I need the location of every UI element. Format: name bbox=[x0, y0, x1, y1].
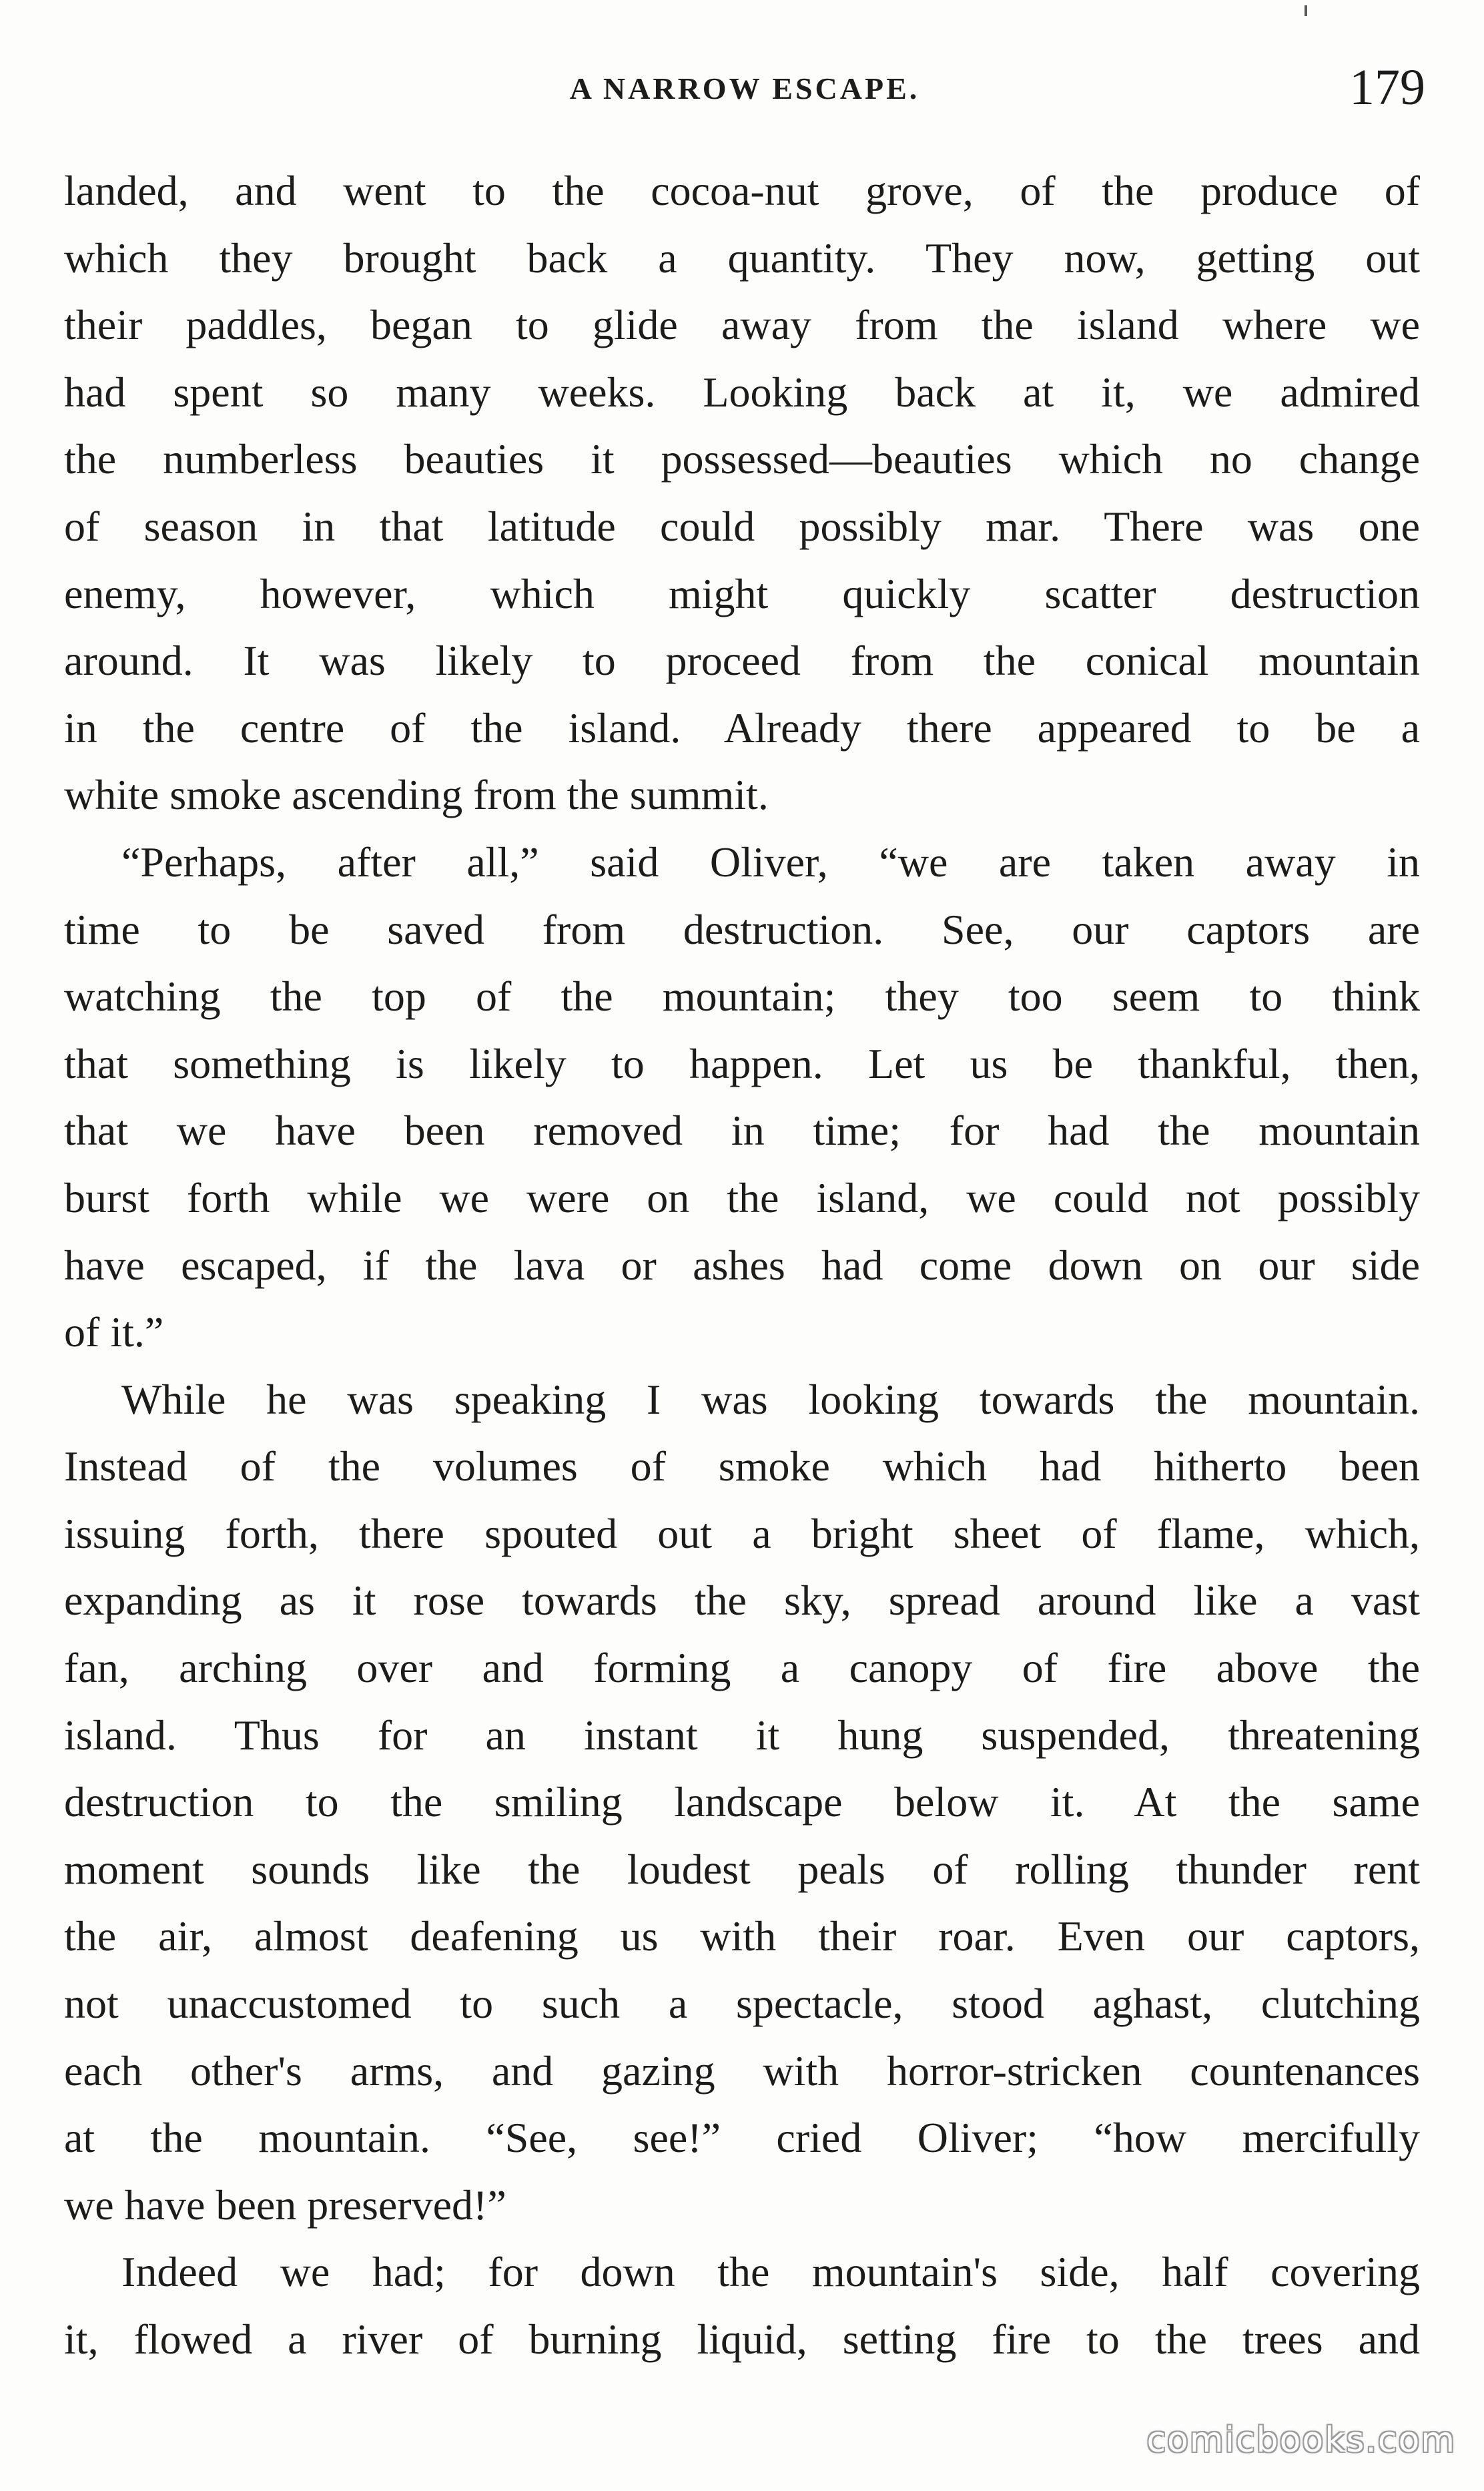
text-line: the numberless beauties it possessed—beauties which no change bbox=[64, 435, 1420, 483]
text-line: expanding as it rose towards the sky, spread around like a vast bbox=[64, 1577, 1420, 1625]
running-title: A NARROW ESCAPE. bbox=[569, 71, 920, 105]
running-head bbox=[64, 59, 1425, 119]
text-line: time to be saved from destruction. See, our captors are bbox=[64, 905, 1420, 953]
text-line: of season in that latitude could possibly mar. There was one bbox=[64, 502, 1420, 550]
text-line: moment sounds like the loudest peals of rolling thunder rent bbox=[64, 1845, 1420, 1893]
text-line: “Perhaps, after all,” said Oliver, “we are taken away in bbox=[121, 838, 1420, 886]
text-line: their paddles, began to glide away from the island where we bbox=[64, 301, 1420, 349]
text-line: of it.” bbox=[64, 1308, 164, 1356]
text-line: around. It was likely to proceed from the conical mountain bbox=[64, 637, 1420, 685]
text-line: watching the top of the mountain; they too seem to think bbox=[64, 973, 1420, 1021]
body-text bbox=[64, 158, 1420, 2374]
text-line: burst forth while we were on the island, we could not possibly bbox=[64, 1173, 1420, 1221]
text-line: Indeed we had; for down the mountain's side, half covering bbox=[121, 2248, 1420, 2296]
text-line: that something is likely to happen. Let us be thankful, then, bbox=[64, 1039, 1420, 1087]
text-line: destruction to the smiling landscape below it. At the same bbox=[64, 1778, 1420, 1826]
text-line: we have been preserved!” bbox=[64, 2181, 506, 2229]
text-line: not unaccustomed to such a spectacle, stood aghast, clutching bbox=[64, 1980, 1420, 2028]
text-line: which they brought back a quantity. They now, getting out bbox=[64, 234, 1420, 282]
text-line: island. Thus for an instant it hung suspended, threatening bbox=[64, 1711, 1420, 1759]
text-line: the air, almost deafening us with their roar. Even our captors, bbox=[64, 1912, 1420, 1960]
text-line: each other's arms, and gazing with horror-stricken countenances bbox=[64, 2046, 1420, 2095]
text-line: Instead of the volumes of smoke which had hitherto been bbox=[64, 1442, 1420, 1490]
watermark: comicbooks.com bbox=[1146, 2420, 1456, 2460]
text-line: white smoke ascending from the summit. bbox=[64, 771, 769, 819]
text-line: it, flowed a river of burning liquid, setting fire to the trees and bbox=[64, 2315, 1420, 2363]
ink-speck bbox=[1305, 5, 1307, 16]
text-line: enemy, however, which might quickly scatter destruction bbox=[64, 569, 1420, 617]
page-number: 179 bbox=[1349, 59, 1425, 115]
text-line: had spent so many weeks. Looking back at it, we admired bbox=[64, 368, 1420, 416]
text-line: While he was speaking I was looking towards the mountain. bbox=[121, 1375, 1420, 1423]
text-line: issuing forth, there spouted out a bright sheet of flame, which, bbox=[64, 1509, 1420, 1557]
text-line: at the mountain. “See, see!” cried Oliver; “how mercifully bbox=[64, 2114, 1420, 2162]
text-line: fan, arching over and forming a canopy of fire above the bbox=[64, 1644, 1420, 1692]
text-line: have escaped, if the lava or ashes had come down on our side bbox=[64, 1241, 1420, 1289]
text-line: in the centre of the island. Already there appeared to be a bbox=[64, 704, 1420, 752]
text-line: landed, and went to the cocoa-nut grove, of the produce of bbox=[64, 167, 1420, 214]
text-line: that we have been removed in time; for had the mountain bbox=[64, 1107, 1420, 1155]
